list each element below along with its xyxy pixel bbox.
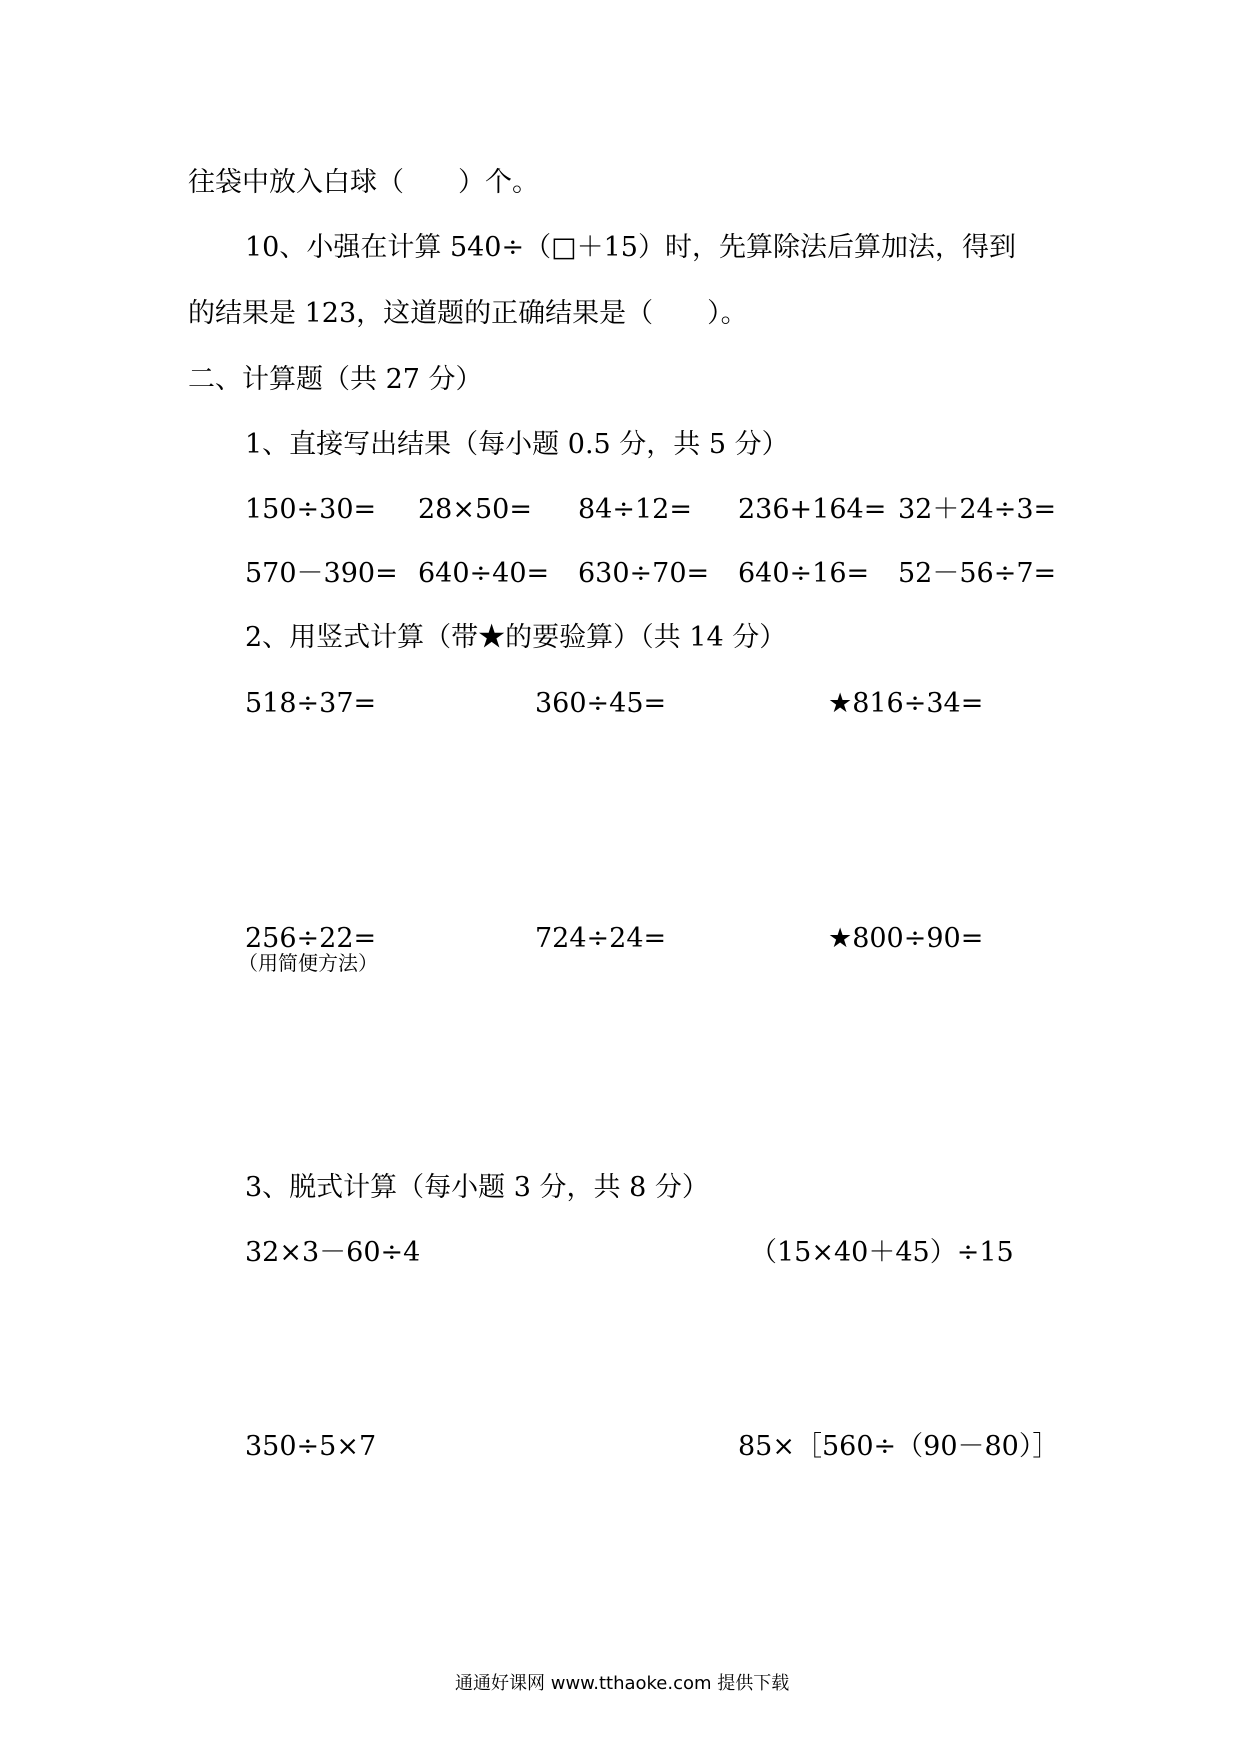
simplified-method-note: （用简便方法） (238, 951, 378, 975)
question-9-continuation: 往袋中放入白球（ ）个。 (188, 167, 539, 198)
vertical-calc-item: ★800÷90= (828, 923, 984, 954)
vertical-calc-item: 256÷22= (245, 923, 377, 954)
vertical-calc-item: 724÷24= (535, 923, 667, 954)
oral-calc-item: 28×50= (418, 494, 532, 525)
stepwise-calc-item: 85×［560÷（90－80）］ (738, 1431, 1060, 1462)
stepwise-calc-item: 350÷5×7 (245, 1431, 377, 1462)
oral-calc-item: 52－56÷7= (898, 558, 1057, 589)
part-3-title: 3、脱式计算（每小题 3 分，共 8 分） (245, 1172, 709, 1203)
footer-source: 通通好课网 www.tthaoke.com 提供下载 (455, 1673, 790, 1694)
oral-calc-item: 570－390= (245, 558, 398, 589)
oral-calc-item: 640÷16= (738, 558, 870, 589)
oral-calc-item: 150÷30= (245, 494, 377, 525)
vertical-calc-item: 518÷37= (245, 688, 377, 719)
question-10-line-1: 10、小强在计算 540÷（□＋15）时，先算除法后算加法，得到 (245, 232, 1016, 263)
part-1-title: 1、直接写出结果（每小题 0.5 分，共 5 分） (245, 429, 789, 460)
oral-calc-item: 630÷70= (578, 558, 710, 589)
oral-calc-item: 32＋24÷3= (898, 494, 1057, 525)
section-2-title: 二、计算题（共 27 分） (188, 364, 483, 395)
oral-calc-item: 236+164= (738, 494, 887, 525)
stepwise-calc-item: （15×40＋45）÷15 (750, 1237, 1014, 1268)
question-10-line-2: 的结果是 123，这道题的正确结果是（ ）。 (188, 298, 748, 329)
part-2-title: 2、用竖式计算（带★的要验算）（共 14 分） (245, 622, 787, 653)
oral-calc-item: 84÷12= (578, 494, 692, 525)
vertical-calc-item: 360÷45= (535, 688, 667, 719)
oral-calc-item: 640÷40= (418, 558, 550, 589)
vertical-calc-item: ★816÷34= (828, 688, 984, 719)
stepwise-calc-item: 32×3－60÷4 (245, 1237, 421, 1268)
